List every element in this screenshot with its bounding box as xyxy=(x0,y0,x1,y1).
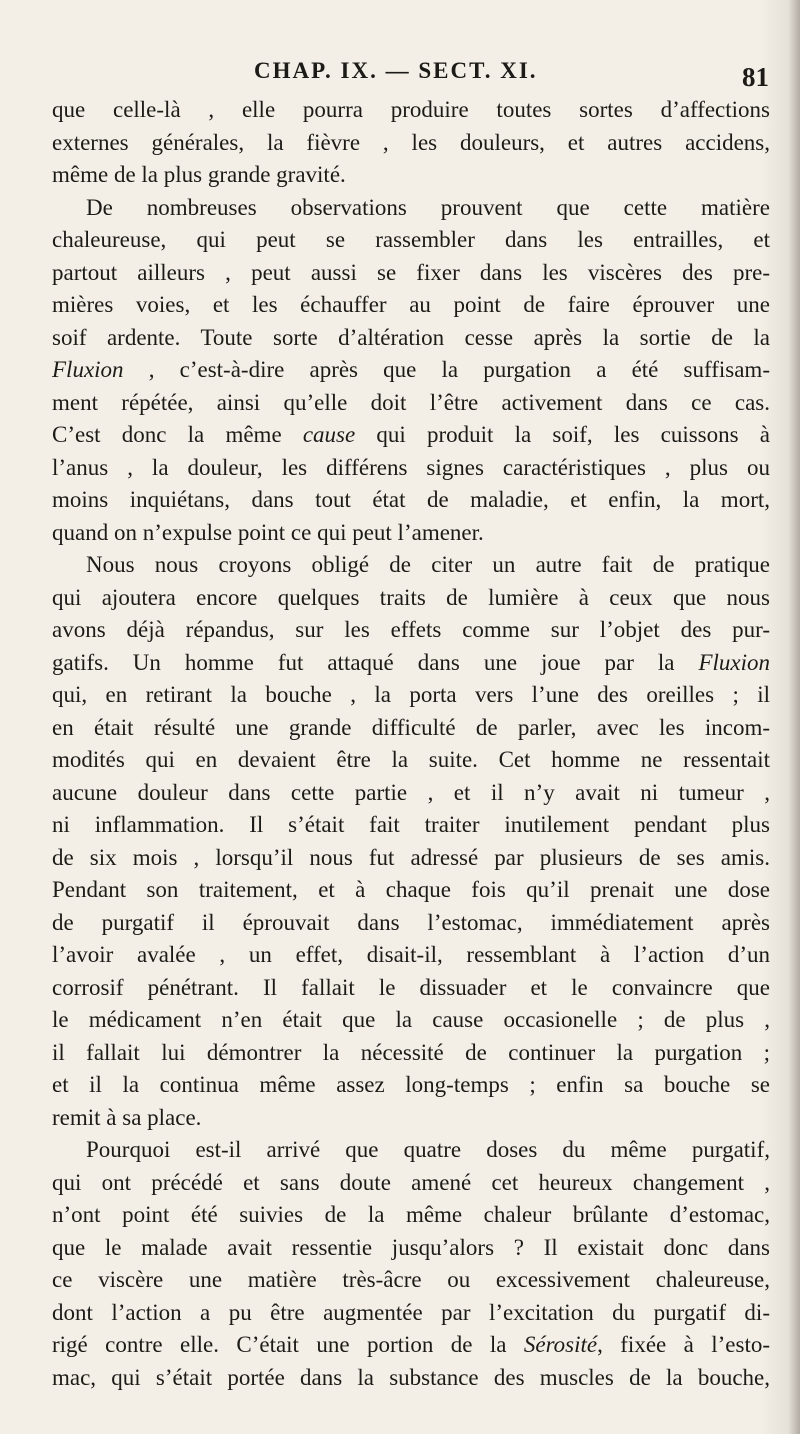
text-run: ce viscère une matière très-âcre ou excessivement chaleureuse, xyxy=(52,1267,770,1292)
text-line xyxy=(52,582,770,615)
text-line xyxy=(52,842,770,875)
text-line xyxy=(52,549,770,582)
text-line xyxy=(52,419,770,452)
text-run: quand on n’expulse point ce qui peut l’amener. xyxy=(52,519,484,545)
text-line xyxy=(52,1362,770,1395)
text-line xyxy=(52,972,770,1005)
text-line xyxy=(52,257,770,290)
text-line xyxy=(52,1037,770,1070)
text-line xyxy=(52,874,770,907)
text-run: il fallait lui démontrer la nécessité de continuer la purgation ; xyxy=(52,1039,770,1065)
text-line xyxy=(52,387,770,420)
text-line xyxy=(52,1004,770,1037)
text-run: dont l’action a pu être augmentée par l’excitation du purgatif di- xyxy=(52,1299,770,1325)
italic-term: cause xyxy=(302,422,356,447)
text-line xyxy=(52,159,770,192)
text-run: De nombreuses observations prouvent que cette matière xyxy=(86,194,770,220)
body-text xyxy=(52,94,770,1394)
text-line xyxy=(52,679,770,712)
text-run: l’avoir avalée , un effet, disait-il, ressemblant à l’action d’un xyxy=(52,942,770,967)
text-run: Pourquoi est-il arrivé que quatre doses du même purgatif, xyxy=(86,1137,770,1162)
text-run: rigé contre elle. C’était une portion de la xyxy=(52,1332,524,1357)
text-line xyxy=(52,907,770,940)
text-run: de purgatif il éprouvait dans l’estomac, immédiatement après xyxy=(52,909,770,935)
text-run: moins inquiétans, dans tout état de maladie, et enfin, la mort, xyxy=(52,487,770,512)
text-line xyxy=(52,1329,770,1362)
text-line xyxy=(52,1297,770,1330)
text-run: remit à sa place. xyxy=(52,1104,202,1130)
text-run: soif ardente. Toute sorte d’altération cesse après la sortie de la xyxy=(52,324,770,350)
text-run: Nous nous croyons obligé de citer un autre fait de pratique xyxy=(86,552,770,577)
italic-term: Fluxion xyxy=(52,357,124,382)
text-run: C’est donc la même xyxy=(52,422,303,447)
text-run: qui ont précédé et sans doute amené cet heureux changement , xyxy=(52,1169,770,1195)
text-line xyxy=(52,647,770,680)
text-run: avons déjà répandus, sur les effets comme sur l’objet des pur- xyxy=(52,617,770,642)
text-line xyxy=(52,1199,770,1232)
text-line xyxy=(52,354,770,387)
text-line xyxy=(52,224,770,257)
text-run: externes générales, la fièvre , les douleurs, et autres accidens, xyxy=(52,129,770,155)
text-run: qui produit la soif, les cuissons à xyxy=(355,422,770,447)
text-run: modités qui en devaient être la suite. Cet homme ne ressentait xyxy=(52,747,770,772)
text-run: même de la plus grande gravité. xyxy=(52,162,346,187)
text-run: corrosif pénétrant. Il fallait le dissuader et le convaincre que xyxy=(52,974,770,1000)
text-line xyxy=(52,777,770,810)
text-line xyxy=(52,1232,770,1265)
text-run: Pendant son traitement, et à chaque fois qu’il prenait une dose xyxy=(52,877,770,902)
text-line xyxy=(52,1069,770,1102)
text-line xyxy=(52,1102,770,1135)
text-run: ni inflammation. Il s’était fait traiter inutilement pendant plus xyxy=(52,812,770,837)
text-run: l’anus , la douleur, les différens signes caractéristiques , plus ou xyxy=(52,454,770,480)
page-edge-shadow xyxy=(788,0,800,1434)
text-line xyxy=(52,452,770,485)
text-line xyxy=(52,192,770,225)
text-run: mac, qui s’était portée dans la substance des muscles de la bouche, xyxy=(52,1364,770,1390)
page-number: 81 xyxy=(742,62,769,92)
text-run: partout ailleurs , peut aussi se fixer dans les viscères des pre- xyxy=(52,259,770,285)
text-line xyxy=(52,1134,770,1167)
running-head xyxy=(0,58,800,92)
italic-term: Fluxion xyxy=(698,649,770,675)
text-line xyxy=(52,484,770,517)
text-run: de six mois , lorsqu’il nous fut adressé par plusieurs de ses amis. xyxy=(52,844,770,870)
text-run: en était résulté une grande difficulté de parler, avec les incom- xyxy=(52,714,770,740)
text-run: qui ajoutera encore quelques traits de lumière à ceux que nous xyxy=(52,584,770,610)
text-run: , fixée à l’esto- xyxy=(597,1332,770,1357)
text-run: , c’est-à-dire après que la purgation a été suffisam- xyxy=(123,357,770,382)
text-line xyxy=(52,127,770,160)
text-run: chaleureuse, qui peut se rassembler dans les entrailles, et xyxy=(52,227,770,252)
text-run: ment répétée, ainsi qu’elle doit l’être activement dans ce cas. xyxy=(52,389,770,415)
running-title: CHAP. IX. — SECT. XI. xyxy=(254,58,538,83)
text-run: mières voies, et les échauffer au point de faire éprouver une xyxy=(52,292,770,317)
text-line xyxy=(52,322,770,355)
italic-term: Sérosité xyxy=(523,1332,598,1357)
text-run: que celle-là , elle pourra produire toutes sortes d’affections xyxy=(52,97,770,122)
text-line xyxy=(52,289,770,322)
text-run: n’ont point été suivies de la même chaleur brûlante d’estomac, xyxy=(52,1202,770,1227)
text-line xyxy=(52,809,770,842)
text-run: qui, en retirant la bouche , la porta vers l’une des oreilles ; il xyxy=(52,682,770,707)
text-run: aucune douleur dans cette partie , et il n’y avait ni tumeur , xyxy=(52,779,770,805)
text-line xyxy=(52,1167,770,1200)
text-line xyxy=(52,744,770,777)
text-line xyxy=(52,517,770,550)
text-line xyxy=(52,614,770,647)
text-run: le médicament n’en était que la cause occasionelle ; de plus , xyxy=(52,1007,770,1032)
text-line xyxy=(52,712,770,745)
text-run: que le malade avait ressentie jusqu’alors ? Il existait donc dans xyxy=(52,1234,770,1260)
text-line xyxy=(52,939,770,972)
text-line xyxy=(52,1264,770,1297)
text-run: gatifs. Un homme fut attaqué dans une joue par la xyxy=(52,649,699,675)
text-line xyxy=(52,94,770,127)
text-run: et il la continua même assez long-temps ; enfin sa bouche se xyxy=(52,1072,770,1097)
